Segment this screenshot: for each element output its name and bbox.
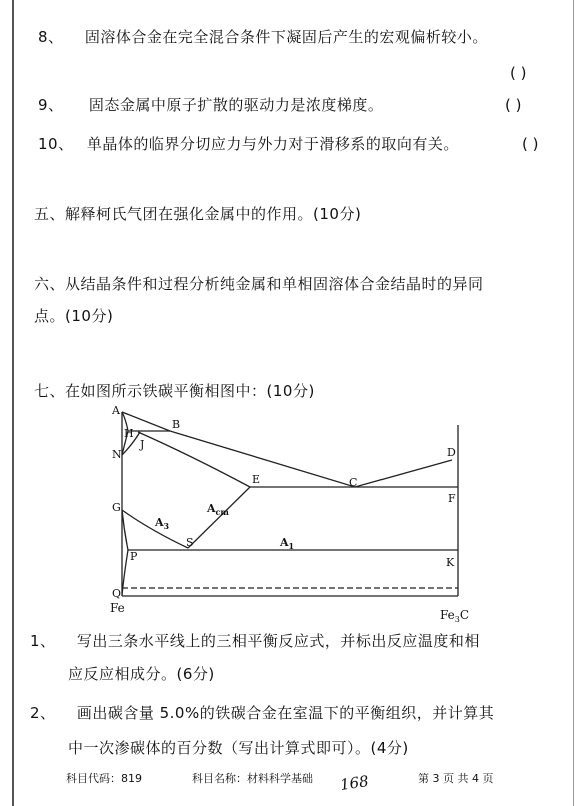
question-10 (38, 133, 459, 154)
point-P: P (130, 550, 138, 563)
section-six-line1: 六、从结晶条件和过程分析纯金属和单相固溶体合金结晶时的异同 (34, 275, 484, 293)
point-C: C (349, 476, 358, 489)
subquestion-1-line1 (30, 630, 480, 651)
question-text: 固溶体合金在完全混合条件下凝固后产生的宏观偏析较小。 (84, 28, 488, 46)
question-number: 9、 (38, 96, 64, 114)
answer-paren-8: ( ) (510, 64, 527, 82)
solidus-JE (138, 432, 250, 487)
handwritten-number: 168 (338, 772, 370, 794)
section-six-line2: 点。(10分) (34, 307, 114, 325)
point-K: K (446, 556, 455, 569)
subquestion-number: 2、 (30, 704, 56, 722)
point-H: H (124, 427, 134, 440)
page-right-edge (573, 0, 574, 806)
subquestion-2-line2: 中一次渗碳体的百分数（写出计算式即可）。(4分) (68, 739, 409, 757)
axis-label-Fe: Fe (110, 601, 125, 615)
point-D: D (447, 446, 456, 459)
label-A3: $A_3$ (155, 516, 170, 531)
point-J: J (140, 438, 145, 451)
axis-label-Fe3C: $Fe_3C$ (440, 608, 470, 624)
footer-page-number: 第 3 页 共 4 页 (418, 772, 494, 785)
point-Q: Q (112, 587, 122, 600)
point-F: F (448, 492, 456, 505)
label-Acm: $A_{cm}$ (207, 502, 229, 517)
question-number: 10、 (38, 135, 74, 153)
label-A1: $A_1$ (280, 536, 295, 551)
point-S: S (186, 536, 194, 549)
point-B: B (172, 418, 181, 431)
iron-carbon-phase-diagram (100, 400, 480, 625)
subquestion-1-line2: 应反应相成分。(6分) (68, 665, 215, 683)
question-text: 单晶体的临界分切应力与外力对于滑移系的取向有关。 (86, 135, 459, 153)
line-SE-Acm (188, 487, 250, 548)
question-9 (38, 94, 383, 115)
line-GP (122, 510, 128, 550)
point-A: A (112, 404, 120, 417)
subquestion-text: 画出碳含量 5.0%的铁碳合金在室温下的平衡组织，并计算其 (76, 704, 495, 722)
point-G: G (112, 501, 121, 514)
answer-paren-9: ( ) (505, 96, 522, 114)
page-left-edge (12, 0, 14, 806)
question-8 (38, 26, 488, 47)
point-E: E (252, 473, 261, 486)
footer-subject-name: 科目名称：材料科学基础 (192, 772, 313, 785)
question-number: 8、 (38, 28, 64, 46)
section-five: 五、解释柯氏气团在强化金属中的作用。(10分) (34, 205, 362, 223)
point-N: N (112, 448, 122, 461)
subquestion-2-line1 (30, 702, 494, 723)
question-text: 固态金属中原子扩散的驱动力是浓度梯度。 (88, 96, 384, 114)
footer-subject-code: 科目代码：819 (66, 772, 142, 785)
subquestion-number: 1、 (30, 632, 56, 650)
subquestion-text: 写出三条水平线上的三相平衡反应式，并标出反应温度和相 (76, 632, 480, 650)
section-seven: 七、在如图所示铁碳平衡相图中：(10分) (34, 382, 315, 400)
answer-paren-10: ( ) (522, 135, 539, 153)
